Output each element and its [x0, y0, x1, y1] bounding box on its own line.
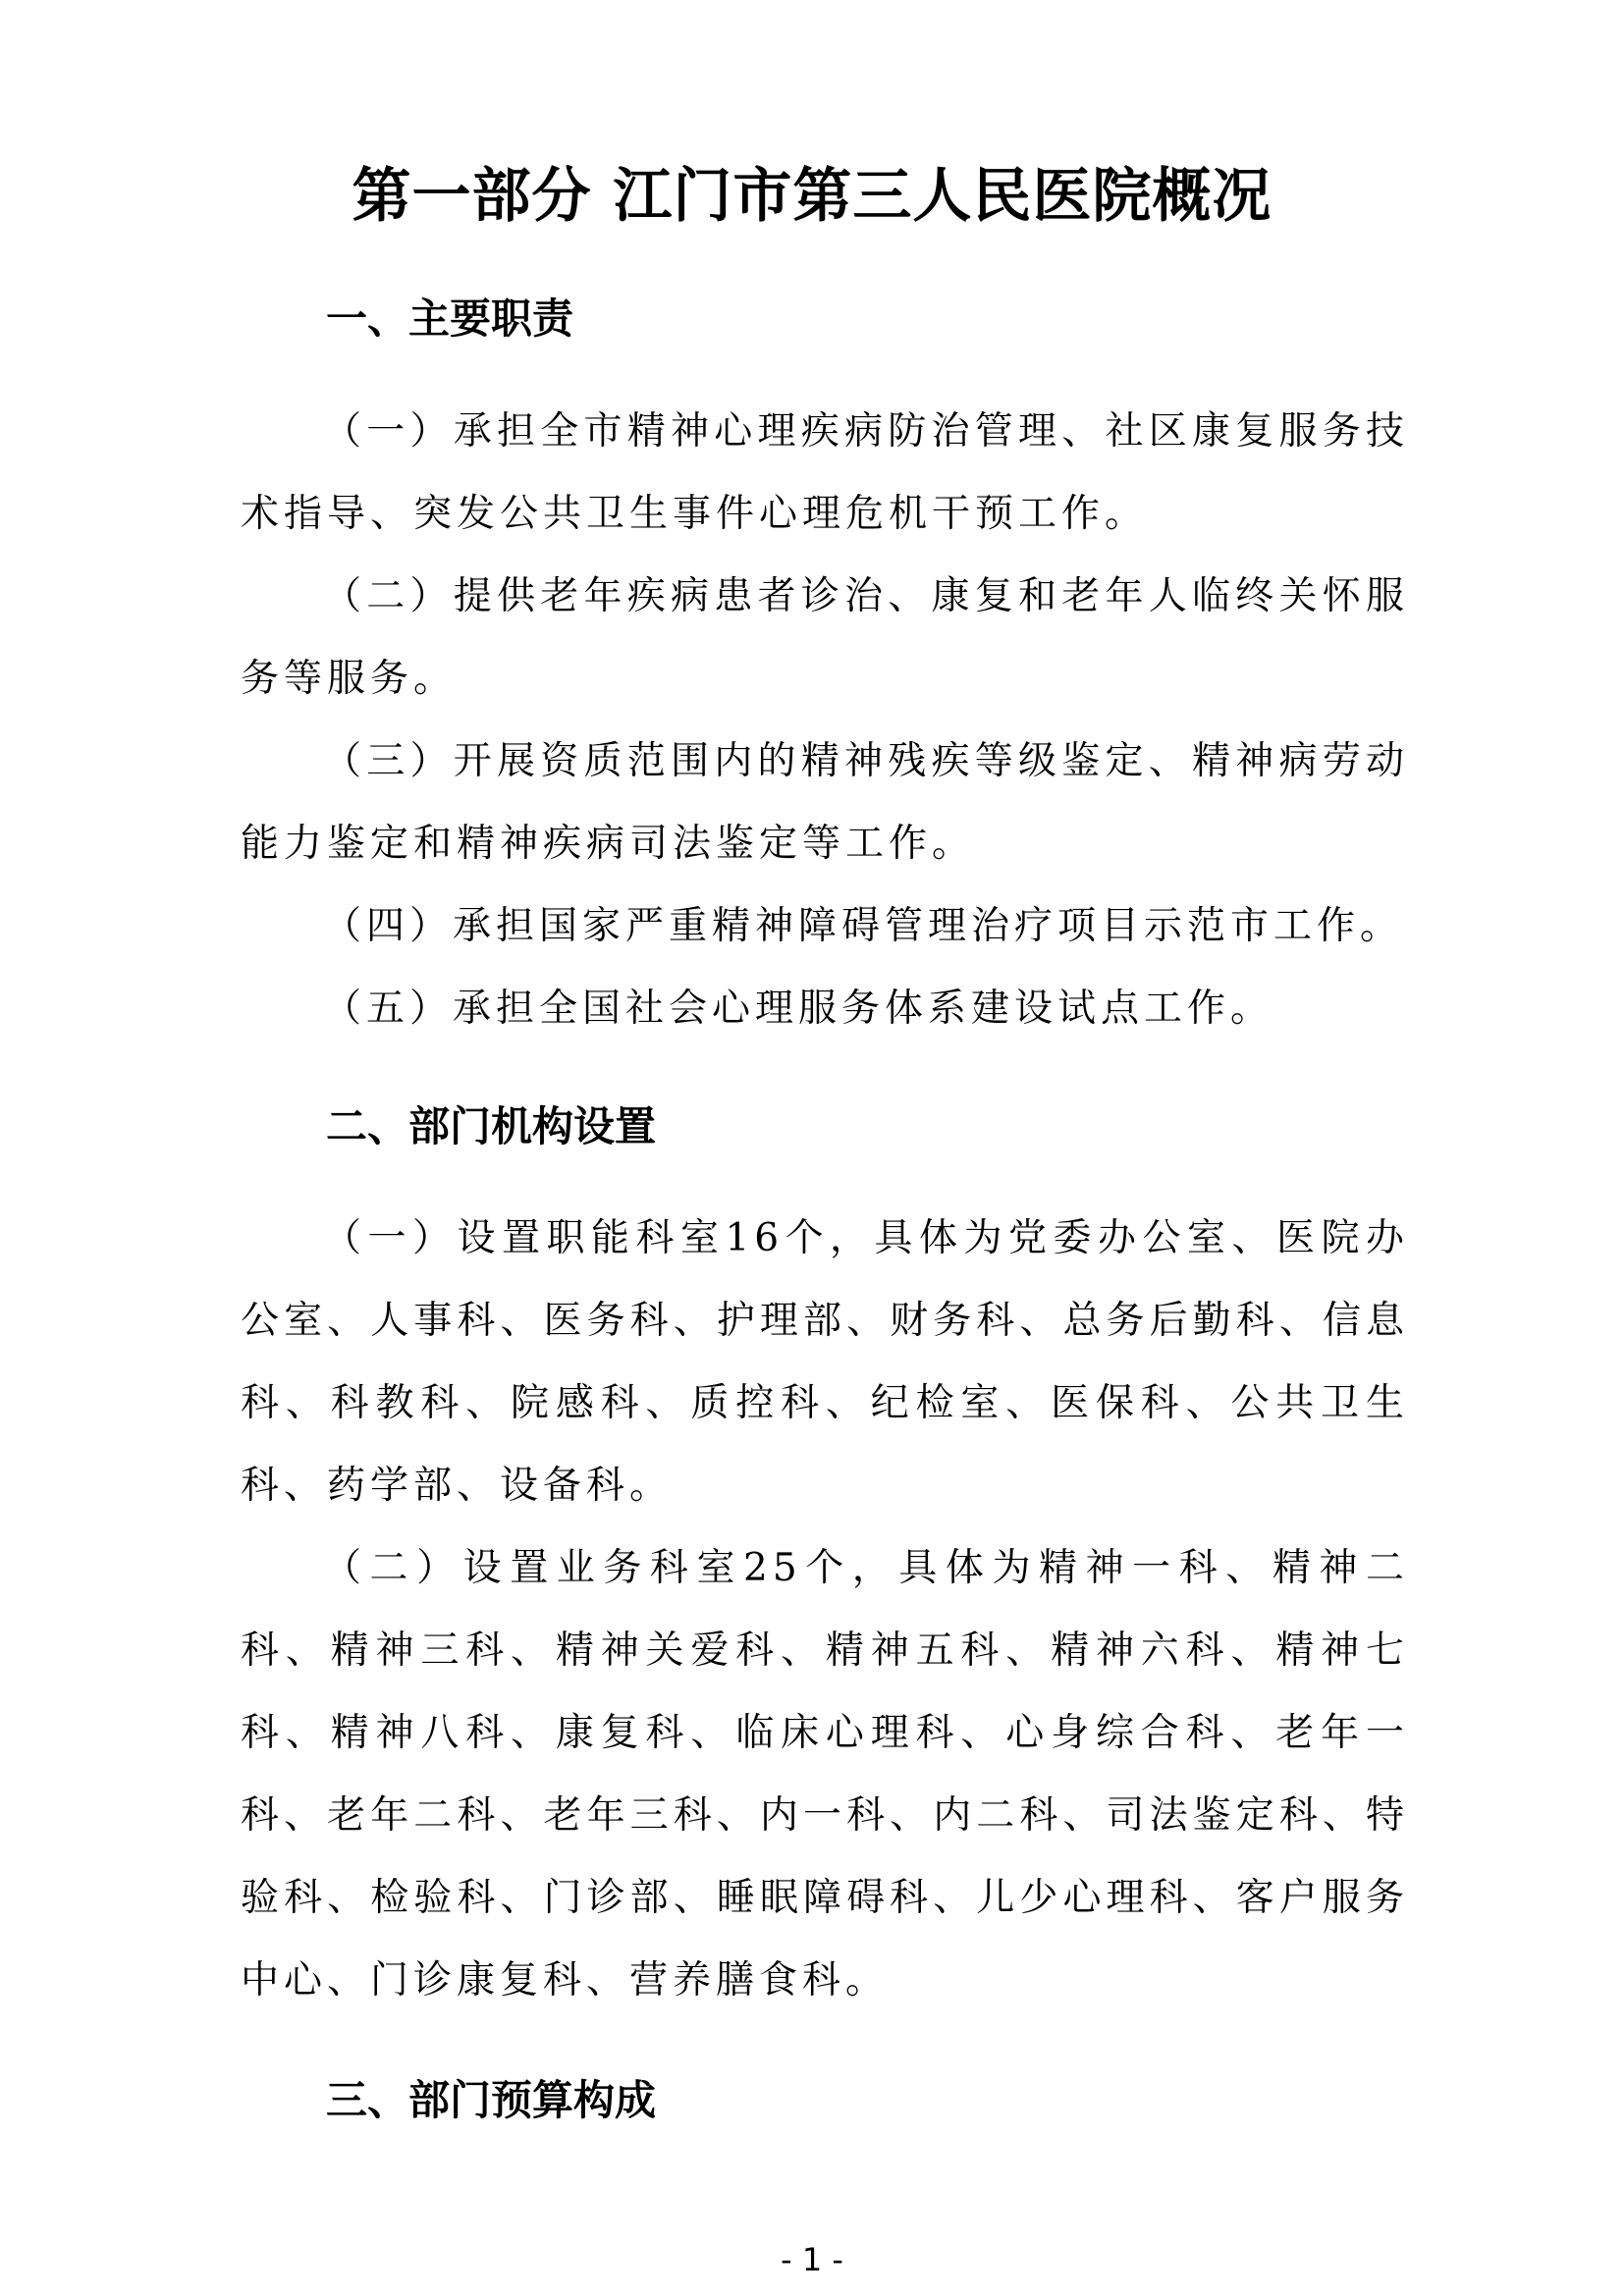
paragraph-functional-departments: （一）设置职能科室16个，具体为党委办公室、医院办公室、人事科、医务科、护理部、财务科、总务后勤科、信息科、科教科、院感科、质控科、纪检室、医保科、公共卫生科、药学部、设备科。 [241, 1216, 1409, 1508]
paragraph-business-departments: （二）设置业务科室25个，具体为精神一科、精神二科、精神三科、精神关爱科、精神五科、精神六科、精神七科、精神八科、康复科、临床心理科、心身综合科、老年一科、老年二科、老年三科、内一科、内二科、司法鉴定科、特验科、检验科、门诊部、睡眠障碍科、儿少心理科、客户服务中心、门诊康复科、营养膳食科。 [241, 1546, 1409, 2002]
paragraph-duty-4: （四）承担国家严重精神障碍管理治疗项目示范市工作。 [323, 904, 1404, 948]
paragraph-duty-2: （二）提供老年疾病患者诊治、康复和老年人临终关怀服务等服务。 [241, 574, 1409, 701]
section-heading-budget: 三、部门预算构成 [326, 2076, 657, 2124]
page-title: 第一部分 江门市第三人民医院概况 [352, 162, 1272, 231]
page-number: - 1 - [781, 2241, 843, 2278]
paragraph-duty-5: （五）承担全国社会心理服务体系建设试点工作。 [323, 987, 1274, 1031]
section-heading-main-duties: 一、主要职责 [326, 294, 574, 343]
section-heading-organization: 二、部门机构设置 [326, 1102, 657, 1150]
paragraph-duty-3: （三）开展资质范围内的精神残疾等级鉴定、精神病劳动能力鉴定和精神疾病司法鉴定等工作。 [241, 739, 1409, 866]
paragraph-duty-1: （一）承担全市精神心理疾病防治管理、社区康复服务技术指导、突发公共卫生事件心理危机干预工作。 [241, 409, 1409, 536]
